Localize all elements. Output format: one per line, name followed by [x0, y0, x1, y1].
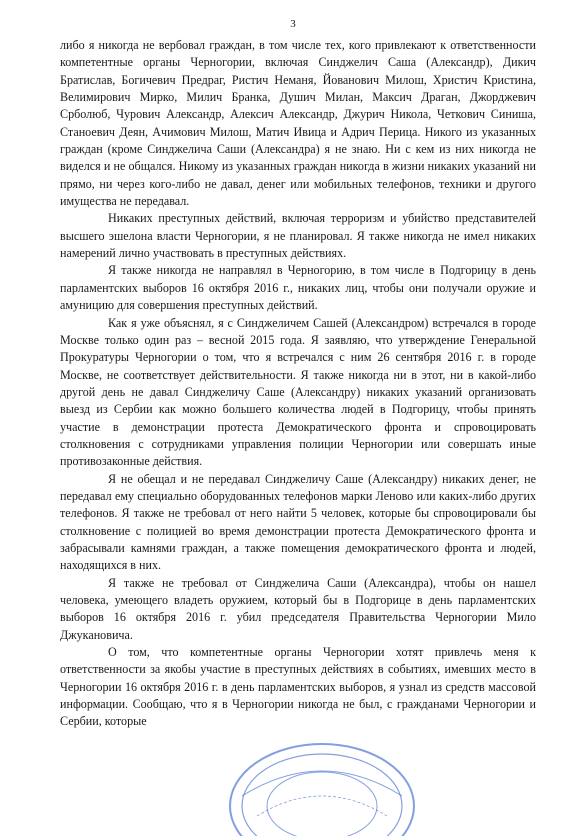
paragraph-6: Я также не требовал от Синджелича Саши (Александра), чтобы он нашел человека, умеющего владеть оружием, который бы в Подгорице в день парламентских выборов 16 октября 2016 г. убил председателя Правительства Черногории Мило Джукановича.: [60, 575, 536, 642]
paragraph-3: Я также никогда не направлял в Черногорию, в том числе в Подгорицу в день парламентских выборов 16 октября 2016 г., никаких лиц, чтобы они получали оружие и амуницию для совершения преступных действий.: [60, 263, 536, 313]
paragraph-2: Никаких преступных действий, включая терроризм и убийство представителей высшего эшелона власти Черногории, я не планировал. Я также никогда не имел никаких намерений лично участвовать в преступных действиях.: [60, 211, 536, 261]
paragraph-1: либо я никогда не вербовал граждан, в том числе тех, кого привлекают к ответственности компетентные органы Черногории, включая Синджелич Саша (Александр), Дикич Братислав, Богичевич Предраг, Ристич Неманя, Йованович Милош, Христич Кристина, Велимирович Мирко, Милич Бранка, Душич Милан, Максич Драган, Джорджевич Срболюб, Чурович Александр, Алексич Александр, Джурич Никола, Четкович Синиша, Станоевич Деян, Ачимович Милош, Матич Ивица и Адрич Перица. Никого из указанных граждан (кроме Синджелича Саши (Александра) я не знаю. Ни с кем из них никогда не виделся и не общался. Никому из указанных граждан никогда в жизни никаких указаний ни прямо, ни через кого-либо не давал, денег или мобильных телефонов, техники и другого имущества не передавал.: [60, 38, 536, 209]
paragraph-5: Я не обещал и не передавал Синджеличу Саше (Александру) никаких денег, не передавал ему специально оборудованных телефонов марки Леново или каких-либо других телефонов. Я также не требовал от него найти 5 человек, которые бы спровоцировали бы столкновение с полицией во время демонстрации протеста Демократического фронта и забрасывали камнями граждан, а также помещения демократического фронта и людей, находящихся в них.: [60, 471, 536, 573]
page-number: 3: [290, 18, 296, 30]
paragraph-7: О том, что компетентные органы Черногории хотят привлечь меня к ответственности за якобы участие в преступных действиях в событиях, имевших место в Черногории 16 октября 2016 г. в день парламентских выборов, я узнал из средств массовой информации. Сообщаю, что я в Черногории никогда не был, с гражданами Черногории и Сербии, которые: [60, 645, 536, 729]
paragraph-4: Как я уже объяснял, я с Синджеличем Сашей (Александром) встречался в городе Москве только один раз – весной 2015 года. Я заявляю, что утверждение Генеральной Прокуратуры Черногории о том, что я встречался с ним 26 сентября 2016 г. в городе Москве, не соответствует действительности. Я также никогда ни в этот, ни в какой-либо другой день не давал Синджеличу Саше (Александру) никаких указаний организовать выезд из Сербии как можно большего количества людей в Подгорицу, чтобы принять участие в демонстрации протеста Демократического фронта и спровоцировать столкновения с сотрудниками управления полиции Черногории или совершать иные противозаконные действия.: [60, 315, 536, 469]
document-body: [60, 37, 536, 731]
seal-stamp: [222, 726, 422, 836]
